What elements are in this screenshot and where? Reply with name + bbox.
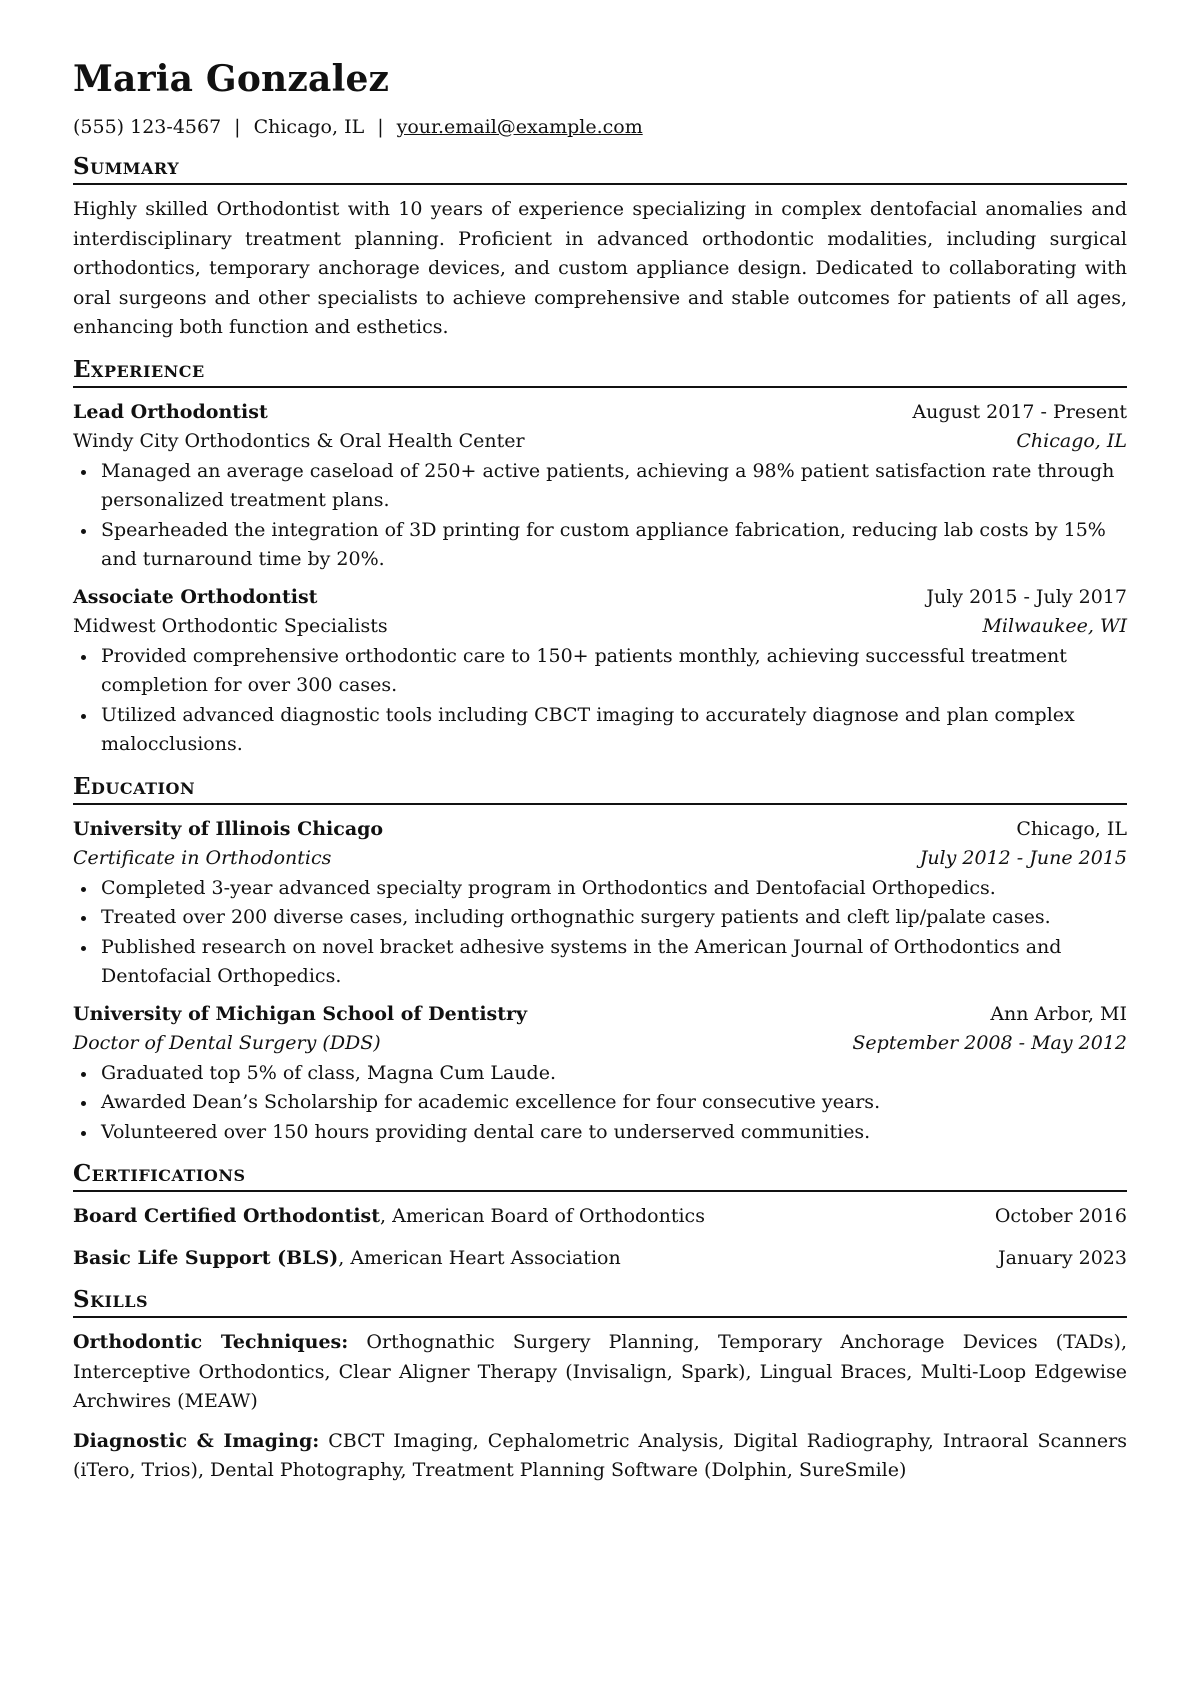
bullet-list [73, 1059, 1127, 1148]
contact-separator: | [377, 116, 384, 138]
education-dates: September 2008 - May 2012 [852, 1032, 1127, 1054]
contact-separator: | [234, 116, 241, 138]
certification-text [73, 1202, 705, 1232]
education-entry [73, 815, 1127, 992]
email-link[interactable]: your.email@example.com [396, 116, 643, 138]
bullet-item: Utilized advanced diagnostic tools including CBCT imaging to accurately diagnose and plan complex malocclusions. [101, 701, 1127, 760]
bullet-item: Published research on novel bracket adhesive systems in the American Journal of Orthodontics and Dentofacial Orthopedics. [101, 933, 1127, 992]
job-dates: July 2015 - July 2017 [926, 585, 1127, 608]
section-title: Certifications [73, 1160, 1127, 1192]
section-title: Experience [73, 356, 1127, 388]
bullet-item: Treated over 200 diverse cases, including orthognathic surgery patients and cleft lip/palate cases. [101, 903, 1127, 933]
summary-text: Highly skilled Orthodontist with 10 years of experience specializing in complex dentofacial anomalies and interdisciplinary treatment planning. Proficient in advanced orthodontic modalities, including surgical orthodontics, temporary anchorage devices, and custom appliance design. Dedicated to collaborating with oral surgeons and other specialists to achieve comprehensive and stable outcomes for patients of all ages, enhancing both function and esthetics. [73, 198, 1127, 338]
degree-name: Doctor of Dental Surgery (DDS) [73, 1032, 381, 1054]
skill-group-text: CBCT Imaging, Cephalometric Analysis, Digital Radiography, Intraoral Scanners (iTero, Trios), Dental Photography, Treatment Planning Software (Dolphin, SureSmile) [73, 1429, 1127, 1481]
certification-name: Basic Life Support (BLS) [73, 1246, 339, 1269]
bullet-list [73, 457, 1127, 575]
experience-entry [73, 398, 1127, 575]
section-title: Summary [73, 153, 1127, 185]
experience-section [73, 356, 1127, 760]
job-location: Chicago, IL [1016, 430, 1127, 452]
bullet-item: Graduated top 5% of class, Magna Cum Laude. [101, 1059, 1127, 1089]
entry-header [73, 1000, 1127, 1030]
bullet-item: Awarded Dean’s Scholarship for academic excellence for four consecutive years. [101, 1088, 1127, 1118]
entry-subheader [73, 844, 1127, 874]
resume-content [73, 56, 1127, 1496]
entry-header [73, 583, 1127, 613]
certification-date: October 2016 [994, 1205, 1127, 1227]
employer-name: Midwest Orthodontic Specialists [73, 615, 388, 637]
education-dates: July 2012 - June 2015 [919, 847, 1127, 869]
section-title: Skills [73, 1286, 1127, 1318]
skill-group-label: Diagnostic & Imaging: [73, 1429, 320, 1452]
skill-group [73, 1427, 1127, 1486]
school-name: University of Illinois Chicago [73, 817, 384, 840]
school-location: Ann Arbor, MI [990, 1002, 1127, 1025]
bullet-item: Completed 3-year advanced specialty program in Orthodontics and Dentofacial Orthopedics. [101, 874, 1127, 904]
candidate-name: Maria Gonzalez [73, 58, 390, 100]
contact-line [73, 114, 1127, 140]
skill-group-label: Orthodontic Techniques: [73, 1331, 349, 1353]
certification-issuer: , American Heart Association [338, 1246, 621, 1269]
school-location: Chicago, IL [1016, 817, 1127, 840]
education-entry [73, 1000, 1127, 1148]
employer-name: Windy City Orthodontics & Oral Health Center [73, 430, 525, 452]
certification-name: Board Certified Orthodontist [73, 1205, 381, 1227]
certification-row [73, 1202, 1127, 1232]
entry-header [73, 815, 1127, 845]
job-title: Associate Orthodontist [73, 585, 318, 608]
job-dates: August 2017 - Present [912, 400, 1127, 423]
skill-group [73, 1328, 1127, 1417]
bullet-item: Spearheaded the integration of 3D printing for custom appliance fabrication, reducing lab costs by 15% and turnaround time by 20%. [101, 516, 1127, 575]
section-title: Education [73, 773, 1127, 805]
certification-issuer: , American Board of Orthodontics [380, 1205, 705, 1227]
bullet-list [73, 642, 1127, 760]
experience-entry [73, 583, 1127, 760]
certification-date: January 2023 [998, 1246, 1127, 1269]
bullet-list [73, 874, 1127, 992]
contact-location: Chicago, IL [253, 116, 365, 138]
phone-number: (555) 123-4567 [73, 116, 222, 138]
summary-section [73, 153, 1127, 343]
entry-header [73, 398, 1127, 428]
job-title: Lead Orthodontist [73, 400, 268, 423]
entry-subheader [73, 1029, 1127, 1059]
certification-row [73, 1244, 1127, 1274]
bullet-item: Volunteered over 150 hours providing dental care to underserved communities. [101, 1118, 1127, 1148]
skills-section [73, 1286, 1127, 1486]
certifications-section [73, 1160, 1127, 1273]
education-section [73, 773, 1127, 1148]
bullet-item: Managed an average caseload of 250+ active patients, achieving a 98% patient satisfaction rate through personalized treatment plans. [101, 457, 1127, 516]
school-name: University of Michigan School of Dentistry [73, 1002, 528, 1025]
entry-subheader [73, 427, 1127, 457]
degree-name: Certificate in Orthodontics [73, 847, 332, 869]
bullet-item: Provided comprehensive orthodontic care to 150+ patients monthly, achieving successful treatment completion for over 300 cases. [101, 642, 1127, 701]
job-location: Milwaukee, WI [982, 615, 1127, 637]
entry-subheader [73, 612, 1127, 642]
skill-group-text: Orthognathic Surgery Planning, Temporary Anchorage Devices (TADs), Interceptive Orthodontics, Clear Aligner Therapy (Invisalign, Spark), Lingual Braces, Multi-Loop Edgewise Archwires (MEAW) [73, 1331, 1127, 1412]
certification-text [73, 1244, 621, 1274]
